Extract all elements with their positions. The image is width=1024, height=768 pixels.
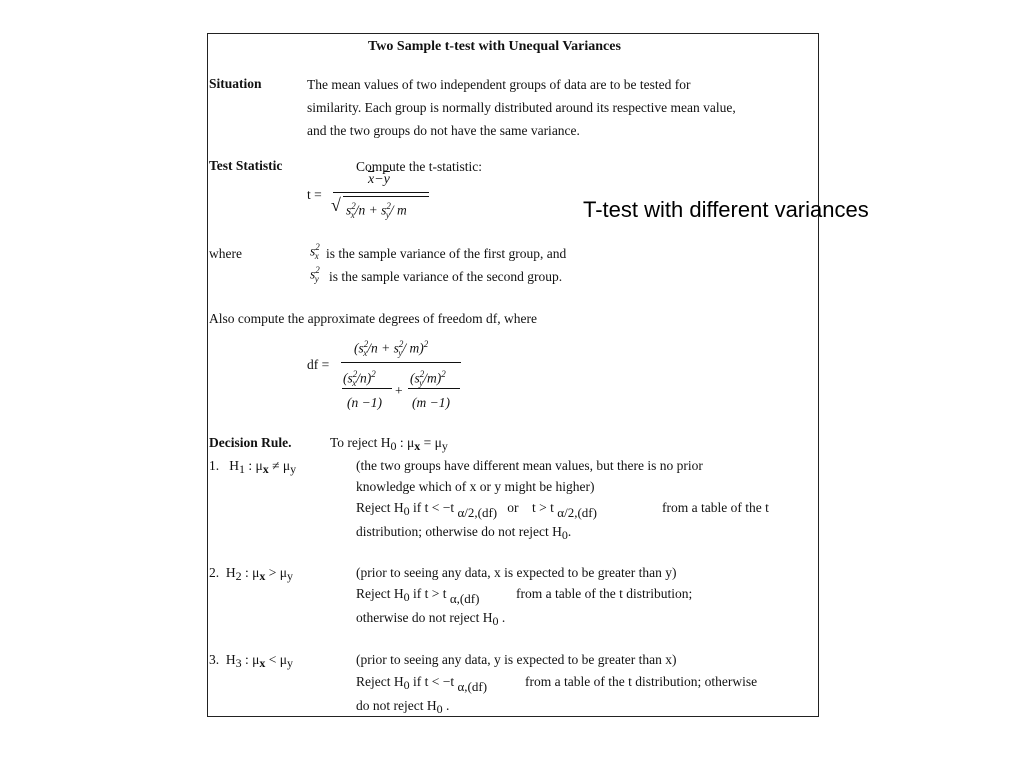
situation-line-1: The mean values of two independent groups of data are to be tested for [307,77,691,92]
compute-t-text: Compute the t-statistic: [356,159,482,174]
h2-rest: from a table of the t distribution; [516,586,693,601]
df-denom-right-bar [408,388,460,389]
h1-desc-2: knowledge which of x or y might be higher) [356,479,595,494]
h3-rest: from a table of the t distribution; otherwise [525,674,758,689]
h1-rest: from a table of the t [662,500,769,515]
t-fraction-bar [333,192,429,193]
situation-line-3: and the two groups do not have the same variance. [307,123,580,138]
slide-caption: T-test with different variances [583,197,869,222]
null-hypothesis: To reject H0 : μx = μy [330,435,448,453]
where-line-2: is the sample variance of the second group. [329,269,563,284]
h2-line-3: otherwise do not reject H0 . [356,610,506,628]
h2-hypothesis: 2. H2 : μx > μy [209,565,293,583]
df-denom-left-den: (n −1) [347,395,382,410]
df-numerator: ($s^2_x/n + s^2_y/$ m)$^2$ [354,339,429,359]
df-equals: df = [307,357,330,372]
h3-desc-1: (prior to seeing any data, y is expected to be greater than x) [356,652,677,667]
t-denominator: $s^2_x/n + s^2_y/$ m [346,201,407,221]
sy2-symbol: $s^2_y$ [310,265,320,285]
h3-hypothesis: 3. H3 : μx < μy [209,652,293,670]
situation-label: Situation [209,76,262,91]
sqrt-sign: √ [331,195,341,215]
doc-title: Two Sample t-test with Unequal Variances [368,39,621,54]
sqrt-overline [343,196,429,197]
df-fraction-bar [341,362,461,363]
df-denom-left-num: $(s^2_x/n)^2$ [343,369,376,389]
df-denom-right-den: (m −1) [412,395,450,410]
where-line-1: is the sample variance of the first group, and [326,246,567,261]
situation-line-2: similarity. Each group is normally distributed around its respective mean value, [307,100,736,115]
sx2-symbol: $s^2_x$ [310,242,320,262]
df-denom-left-bar [342,388,392,389]
h1-desc-1: (the two groups have different mean values, but there is no prior [356,458,703,473]
test-statistic-label: Test Statistic [209,158,283,173]
df-plus: + [395,383,403,398]
t-numerator: $\overline{x}-\overline{y}$ [368,172,390,187]
h2-desc-1: (prior to seeing any data, x is expected to be greater than y) [356,565,677,580]
h1-hypothesis: 1. H1 : μx ≠ μy [209,458,297,476]
decision-rule-label: Decision Rule. [209,435,292,450]
h1-reject-rule: Reject H0 if t < −t α/2,(df) or t > t α/2,(df) [356,500,597,520]
t-equals: t = [307,187,322,202]
where-label: where [209,246,242,261]
h1-line-4: distribution; otherwise do not reject H0. [356,524,572,542]
h2-reject-rule: Reject H0 if t > t α,(df) [356,586,480,606]
h3-line-3: do not reject H0 . [356,698,450,716]
df-denom-right-num: $(s^2_y/m)^2$ [410,369,446,389]
df-intro: Also compute the approximate degrees of freedom df, where [209,311,538,326]
h3-reject-rule: Reject H0 if t < −t α,(df) [356,674,488,694]
